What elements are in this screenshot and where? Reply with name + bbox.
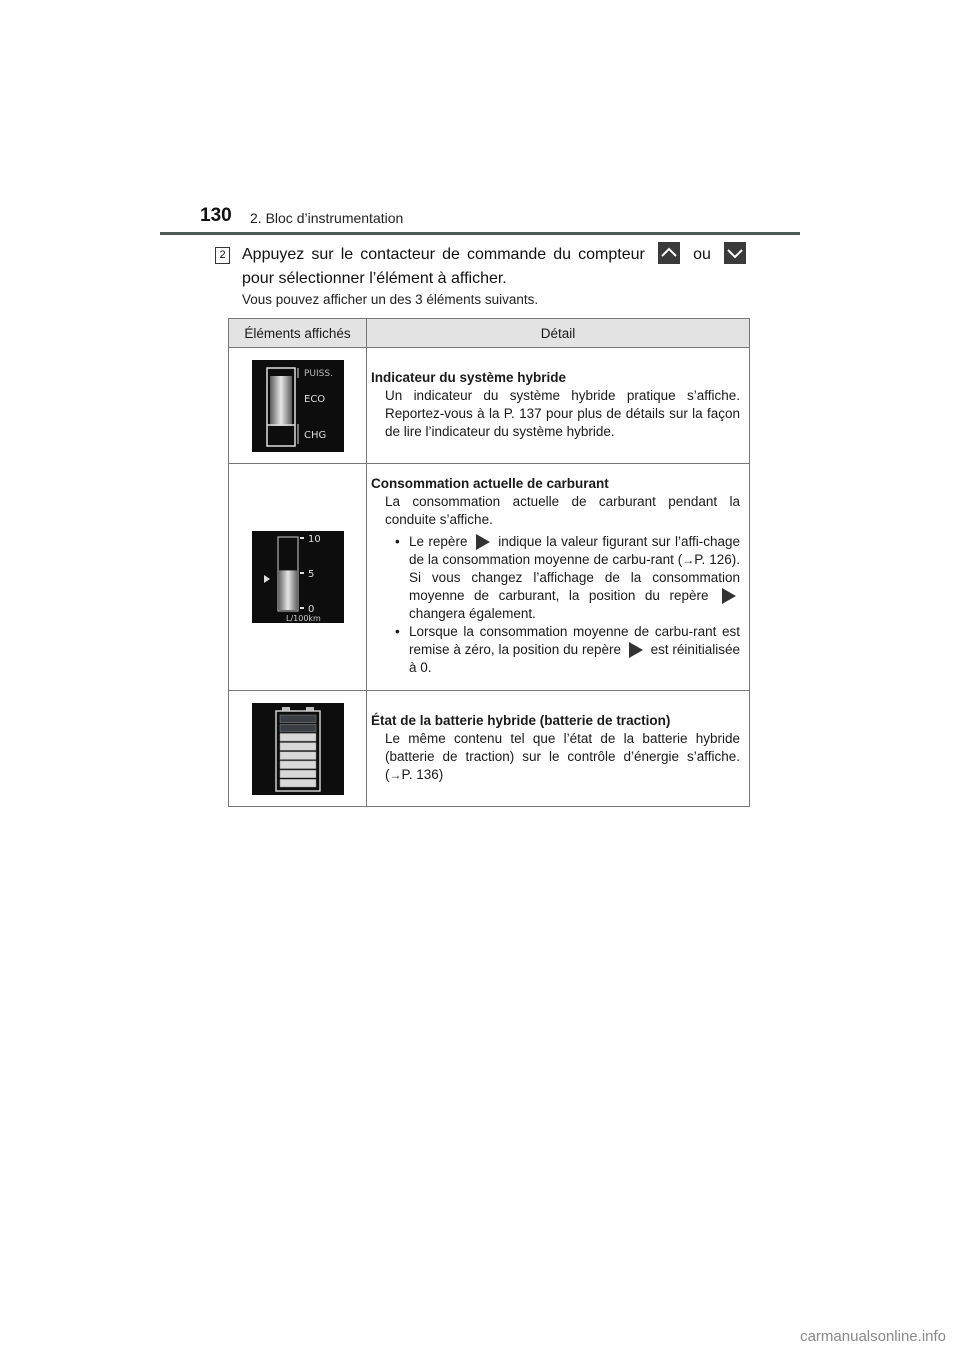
row-description-ref: P. 136) (401, 766, 444, 782)
bullet-text: est réinitialisée à 0. (409, 642, 740, 675)
hybrid-indicator-detail (367, 348, 750, 464)
bullet-text: P. 126). Si vous changez l’affichage de la consommation moyenne de carburant, la position du repère (409, 552, 740, 603)
row-description: Un indicateur du système hybride pratique s’affiche. Reportez-vous à la P. 137 pour plus de détails sur la façon de lire l’indicateur du système hybride. (385, 387, 740, 439)
battery-segment (280, 770, 316, 778)
bullet-text: Le repère (409, 534, 468, 549)
battery-detail (367, 691, 750, 807)
page-number: 130 (200, 205, 232, 226)
step-instruction (242, 242, 752, 291)
fuel-consumption-image-cell (229, 464, 367, 691)
unit-label: L/100km (285, 614, 321, 623)
fuel-consumption-detail (367, 464, 750, 691)
battery-segment (280, 751, 316, 759)
bullet-text: indique la valeur figurant sur l’affi-chage de la consommation moyenne de carbu-rant ( (409, 534, 740, 567)
play-marker-icon (629, 642, 643, 658)
play-marker-icon (476, 534, 490, 550)
row-title: Consommation actuelle de carburant (371, 476, 609, 491)
table-header-row (229, 319, 750, 348)
intro-text: Vous pouvez afficher un des 3 éléments suivants. (242, 292, 539, 307)
table-row (229, 464, 750, 691)
scale-label-0: 0 (307, 604, 314, 615)
step-text-or: ou (693, 246, 711, 263)
hybrid-indicator-image (252, 360, 344, 452)
section-title: 2. Bloc d’instrumentation (250, 210, 404, 226)
footer-watermark: carmanualsonline.info (800, 1328, 946, 1345)
battery-segment (280, 779, 316, 787)
hybrid-label-chg: CHG (303, 429, 326, 441)
battery-segment (280, 742, 316, 750)
row-title: État de la batterie hybride (batterie de traction) (371, 712, 671, 728)
step-text-after: pour sélectionner l’élément à afficher. (242, 270, 507, 287)
play-marker-icon (722, 588, 736, 604)
scale-label-10: 10 (307, 534, 321, 545)
chevron-up-icon (658, 242, 680, 264)
bullet-list (371, 533, 740, 677)
arrow-icon: → (389, 767, 402, 782)
row-description (371, 730, 740, 784)
header-detail: Détail (367, 319, 750, 348)
battery-image (252, 703, 344, 795)
row-description: La consommation actuelle de carburant pendant la conduite s’affiche. (385, 494, 740, 527)
bullet-text: Lorsque la consommation moyenne de carbu-rant est remise à zéro, la position du repère (409, 624, 740, 657)
displayed-items-table (228, 318, 750, 807)
scale-label-5: 5 (307, 569, 314, 580)
battery-segment (280, 724, 316, 732)
bullet-item (395, 623, 740, 677)
bullet-item (395, 533, 740, 623)
play-marker-icon (264, 575, 270, 583)
hybrid-label-power: PUISS. (303, 368, 333, 379)
battery-segment (280, 760, 316, 768)
step-number-badge: 2 (215, 247, 230, 264)
hybrid-indicator-image-cell (229, 348, 367, 464)
table-row (229, 691, 750, 807)
row-title: Indicateur du système hybride (371, 369, 567, 385)
fuel-level-bar (279, 570, 297, 610)
header-divider (160, 232, 800, 235)
battery-segment (280, 733, 316, 741)
fuel-consumption-image (252, 531, 344, 623)
bullet-text: changera également. (409, 606, 536, 621)
chevron-down-icon (724, 242, 746, 264)
header-items: Éléments affichés (229, 319, 367, 348)
hybrid-label-eco: ECO (303, 393, 325, 405)
table-row (229, 348, 750, 464)
arrow-icon: → (682, 553, 695, 567)
battery-image-cell (229, 691, 367, 807)
battery-segment (280, 715, 316, 723)
row-description-text: Le même contenu tel que l’état de la batterie hybride (batterie de traction) sur le contrôle d’énergie s’affiche. ( (385, 730, 740, 782)
step-text-before: Appuyez sur le contacteur de commande du compteur (242, 246, 645, 263)
